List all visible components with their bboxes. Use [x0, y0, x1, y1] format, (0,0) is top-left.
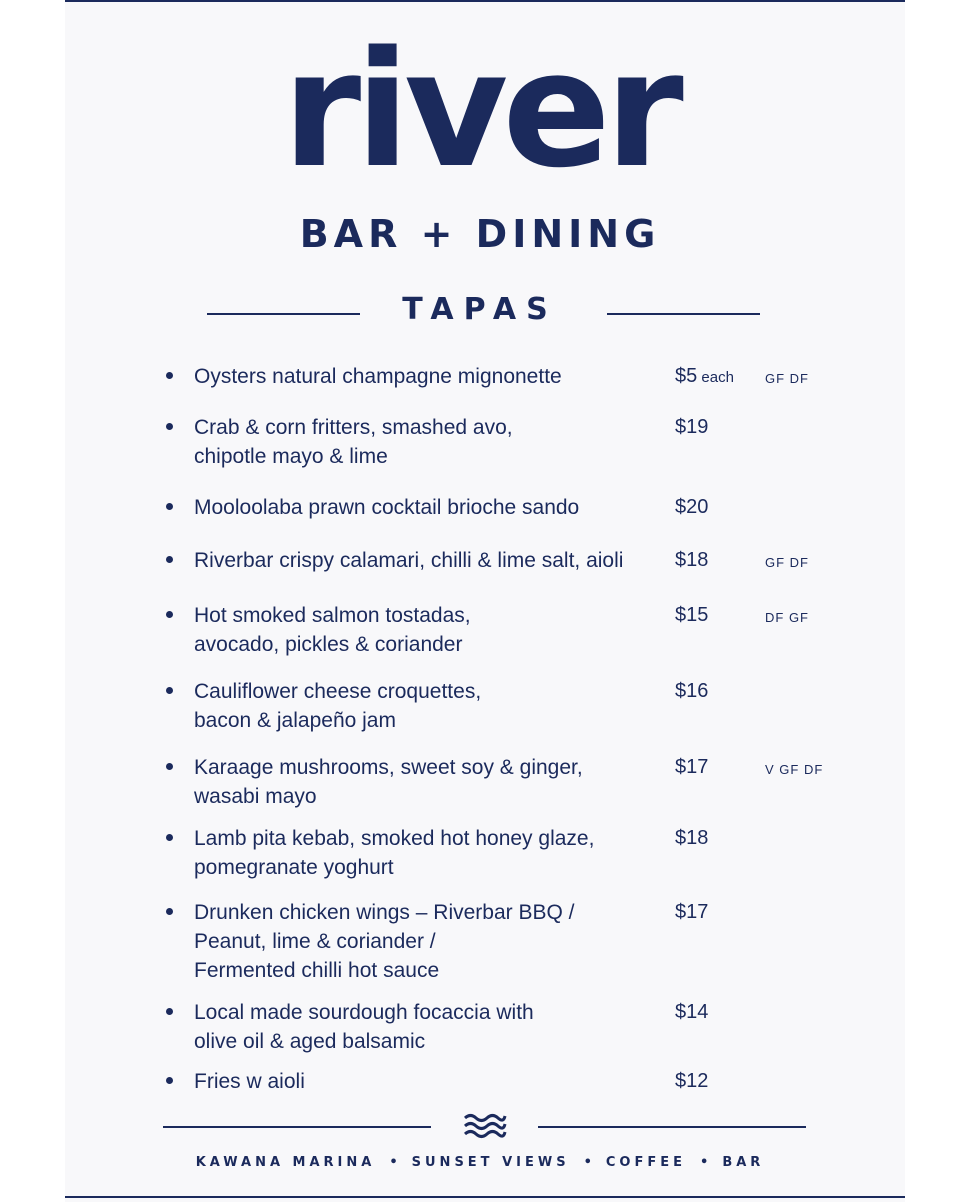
menu-item-line: Mooloolaba prawn cocktail brioche sando	[194, 496, 580, 519]
bullet-icon	[166, 1077, 173, 1084]
menu-item-name	[194, 362, 654, 391]
section-rule-right	[607, 313, 760, 315]
price-value: $19	[675, 416, 709, 438]
bullet-icon	[166, 503, 173, 510]
price-value: $20	[675, 496, 709, 518]
menu-item-line: Lamb pita kebab, smoked hot honey glaze,	[194, 827, 595, 850]
menu-item-line: olive oil & aged balsamic	[194, 1030, 426, 1053]
footer-rule-left	[163, 1126, 431, 1128]
menu-item-name	[194, 753, 654, 811]
menu-item-name	[194, 1067, 654, 1096]
bullet-icon	[166, 556, 173, 563]
menu-item-line: Peanut, lime & coriander /	[194, 930, 436, 953]
bullet-icon	[166, 834, 173, 841]
menu-item-price	[675, 1067, 708, 1096]
dietary-tags: GF DF	[765, 555, 809, 570]
menu-item-line: Crab & corn fritters, smashed avo,	[194, 416, 513, 439]
price-value: $5	[675, 365, 698, 387]
menu-item-name	[194, 546, 654, 575]
bullet-icon	[166, 908, 173, 915]
footer-separator: •	[389, 1155, 398, 1170]
section-title: TAPAS	[402, 292, 558, 327]
menu-item-line: avocado, pickles & coriander	[194, 633, 463, 656]
menu-item-price	[675, 413, 708, 442]
section-header	[0, 292, 960, 336]
menu-item-price	[675, 677, 708, 706]
menu-item-name	[194, 601, 654, 659]
menu-item-line: Cauliflower cheese croquettes,	[194, 680, 482, 703]
bullet-icon	[166, 1008, 173, 1015]
menu-item-price	[675, 824, 708, 853]
bullet-icon	[166, 611, 173, 618]
brand-subtitle: BAR + DINING	[299, 212, 661, 256]
menu-item-line: Riverbar crispy calamari, chilli & lime salt, aioli	[194, 549, 624, 572]
menu-item-line: Local made sourdough focaccia with	[194, 1001, 534, 1024]
menu-item-name	[194, 413, 654, 471]
menu-item-line: Hot smoked salmon tostadas,	[194, 604, 471, 627]
price-value: $12	[675, 1070, 709, 1092]
bottom-border	[65, 1196, 905, 1198]
menu-item-price	[675, 898, 708, 927]
footer-rule-right	[538, 1126, 806, 1128]
menu-item-name	[194, 677, 654, 735]
menu-item-name	[194, 998, 654, 1056]
price-value: $17	[675, 756, 709, 778]
price-value: $15	[675, 604, 709, 626]
bullet-icon	[166, 372, 173, 379]
menu-item-price	[675, 998, 708, 1027]
price-value: $17	[675, 901, 709, 923]
brand-logo: river	[282, 16, 678, 203]
menu-item-price	[675, 601, 708, 630]
footer-separator: •	[700, 1155, 709, 1170]
bullet-icon	[166, 687, 173, 694]
price-note: each	[697, 369, 734, 386]
dietary-tags: V GF DF	[765, 762, 824, 777]
menu-item-name	[194, 898, 654, 985]
menu-item-line: pomegranate yoghurt	[194, 856, 394, 879]
menu-item-price	[675, 753, 708, 782]
bullet-icon	[166, 423, 173, 430]
price-value: $14	[675, 1001, 709, 1023]
menu-item-name	[194, 824, 654, 882]
menu-item-line: bacon & jalapeño jam	[194, 709, 396, 732]
dietary-tags: GF DF	[765, 371, 809, 386]
footer-taglines	[0, 1155, 960, 1170]
menu-item-name	[194, 493, 654, 522]
footer-item: COFFEE	[605, 1155, 686, 1170]
price-value: $18	[675, 549, 709, 571]
waves-icon	[463, 1111, 507, 1141]
bullet-icon	[166, 763, 173, 770]
dietary-tags: DF GF	[765, 610, 809, 625]
footer-item: SUNSET VIEWS	[411, 1155, 570, 1170]
menu-item-line: Drunken chicken wings – Riverbar BBQ /	[194, 901, 575, 924]
footer-item: BAR	[722, 1155, 765, 1170]
menu-item-price	[675, 493, 708, 522]
menu-item-line: wasabi mayo	[194, 785, 317, 808]
menu-item-line: Karaage mushrooms, sweet soy & ginger,	[194, 756, 583, 779]
footer-separator: •	[583, 1155, 592, 1170]
menu-item-line: Fries w aioli	[194, 1070, 305, 1093]
menu-item-price	[675, 546, 708, 575]
menu-item-line: chipotle mayo & lime	[194, 445, 388, 468]
price-value: $16	[675, 680, 709, 702]
price-value: $18	[675, 827, 709, 849]
menu-item-price	[675, 362, 734, 392]
menu-item-line: Fermented chilli hot sauce	[194, 959, 440, 982]
menu-item-line: Oysters natural champagne mignonette	[194, 365, 562, 388]
footer-item: KAWANA MARINA	[195, 1155, 376, 1170]
